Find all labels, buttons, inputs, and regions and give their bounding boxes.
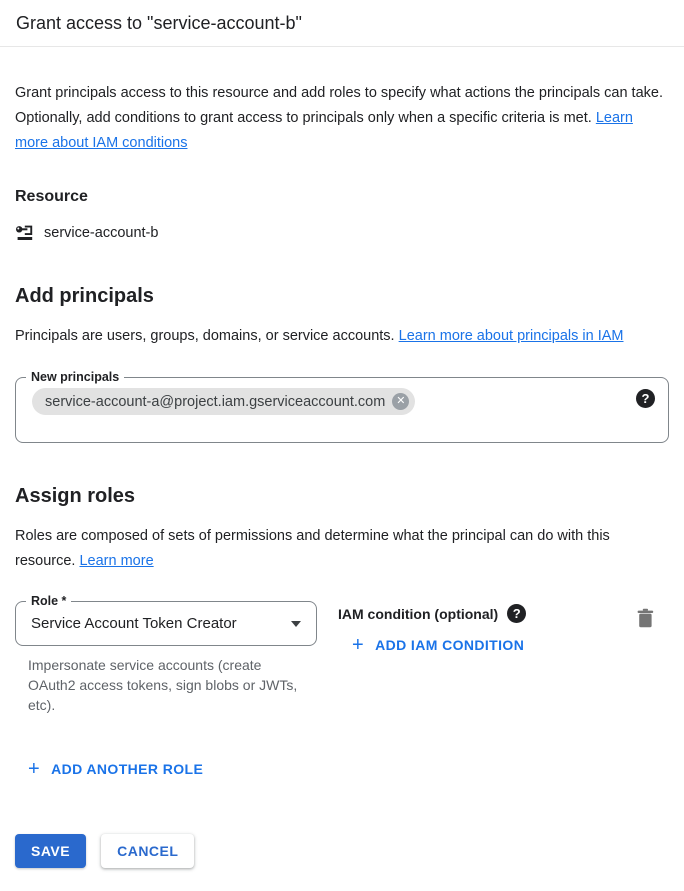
delete-role-button[interactable] <box>636 601 655 632</box>
principals-paragraph <box>15 324 663 349</box>
intro-text: Grant principals access to this resource and add roles to specify what actions the principals can take. Optionally, add conditions to grant access to principals only when a specific criteria is met. <box>15 85 663 126</box>
service-account-icon <box>15 223 35 243</box>
role-value: Service Account Token Creator <box>31 615 237 632</box>
new-principals-field[interactable] <box>15 370 669 443</box>
add-principals-heading: Add principals <box>15 285 154 307</box>
role-column <box>15 594 317 715</box>
principals-link[interactable]: Learn more about principals in IAM <box>398 328 624 344</box>
help-icon[interactable]: ? <box>636 389 655 408</box>
delete-icon <box>636 617 655 632</box>
roles-text: Roles are composed of sets of permissions and determine what the principal can do with this resource. <box>15 528 610 569</box>
role-description: Impersonate service accounts (create OAuth2 access tokens, sign blobs or JWTs, etc). <box>28 657 298 713</box>
resource-name: service-account-b <box>44 225 159 241</box>
iam-condition-row <box>338 604 526 623</box>
intro-paragraph <box>15 81 669 156</box>
plus-icon: + <box>352 634 365 656</box>
role-select[interactable] <box>15 594 317 646</box>
iam-conditions-link[interactable]: Learn more about IAM conditions <box>15 110 633 151</box>
close-icon[interactable]: ✕ <box>392 393 409 410</box>
resource-heading: Resource <box>15 188 88 205</box>
add-iam-condition-button[interactable] <box>352 636 524 654</box>
arrow-drop-down-icon <box>291 621 301 627</box>
save-button[interactable]: SAVE <box>15 834 86 868</box>
new-principals-label: New principals <box>26 369 124 386</box>
role-row <box>15 594 669 715</box>
principal-chip-value: service-account-a@project.iam.gserviceaccount.com <box>45 393 386 410</box>
add-another-role-label: ADD ANOTHER ROLE <box>51 761 204 777</box>
roles-paragraph <box>15 524 663 574</box>
roles-learn-more-link[interactable]: Learn more <box>79 553 154 569</box>
principals-text: Principals are users, groups, domains, or service accounts. <box>15 328 395 344</box>
principal-chip <box>32 388 415 415</box>
plus-icon: + <box>28 758 41 780</box>
dialog-body <box>0 81 684 868</box>
role-label: Role * <box>26 593 71 610</box>
resource-row <box>15 223 669 243</box>
iam-condition-label: IAM condition (optional) <box>338 605 499 622</box>
help-icon[interactable]: ? <box>507 604 526 623</box>
cancel-button[interactable]: CANCEL <box>101 834 194 868</box>
iam-condition-column <box>338 601 526 654</box>
dialog-actions <box>15 834 669 868</box>
dialog-title: Grant access to "service-account-b" <box>16 13 302 33</box>
dialog-header <box>0 0 684 47</box>
add-iam-condition-label: ADD IAM CONDITION <box>375 637 525 653</box>
add-another-role-button[interactable] <box>28 760 203 778</box>
assign-roles-heading: Assign roles <box>15 485 136 507</box>
